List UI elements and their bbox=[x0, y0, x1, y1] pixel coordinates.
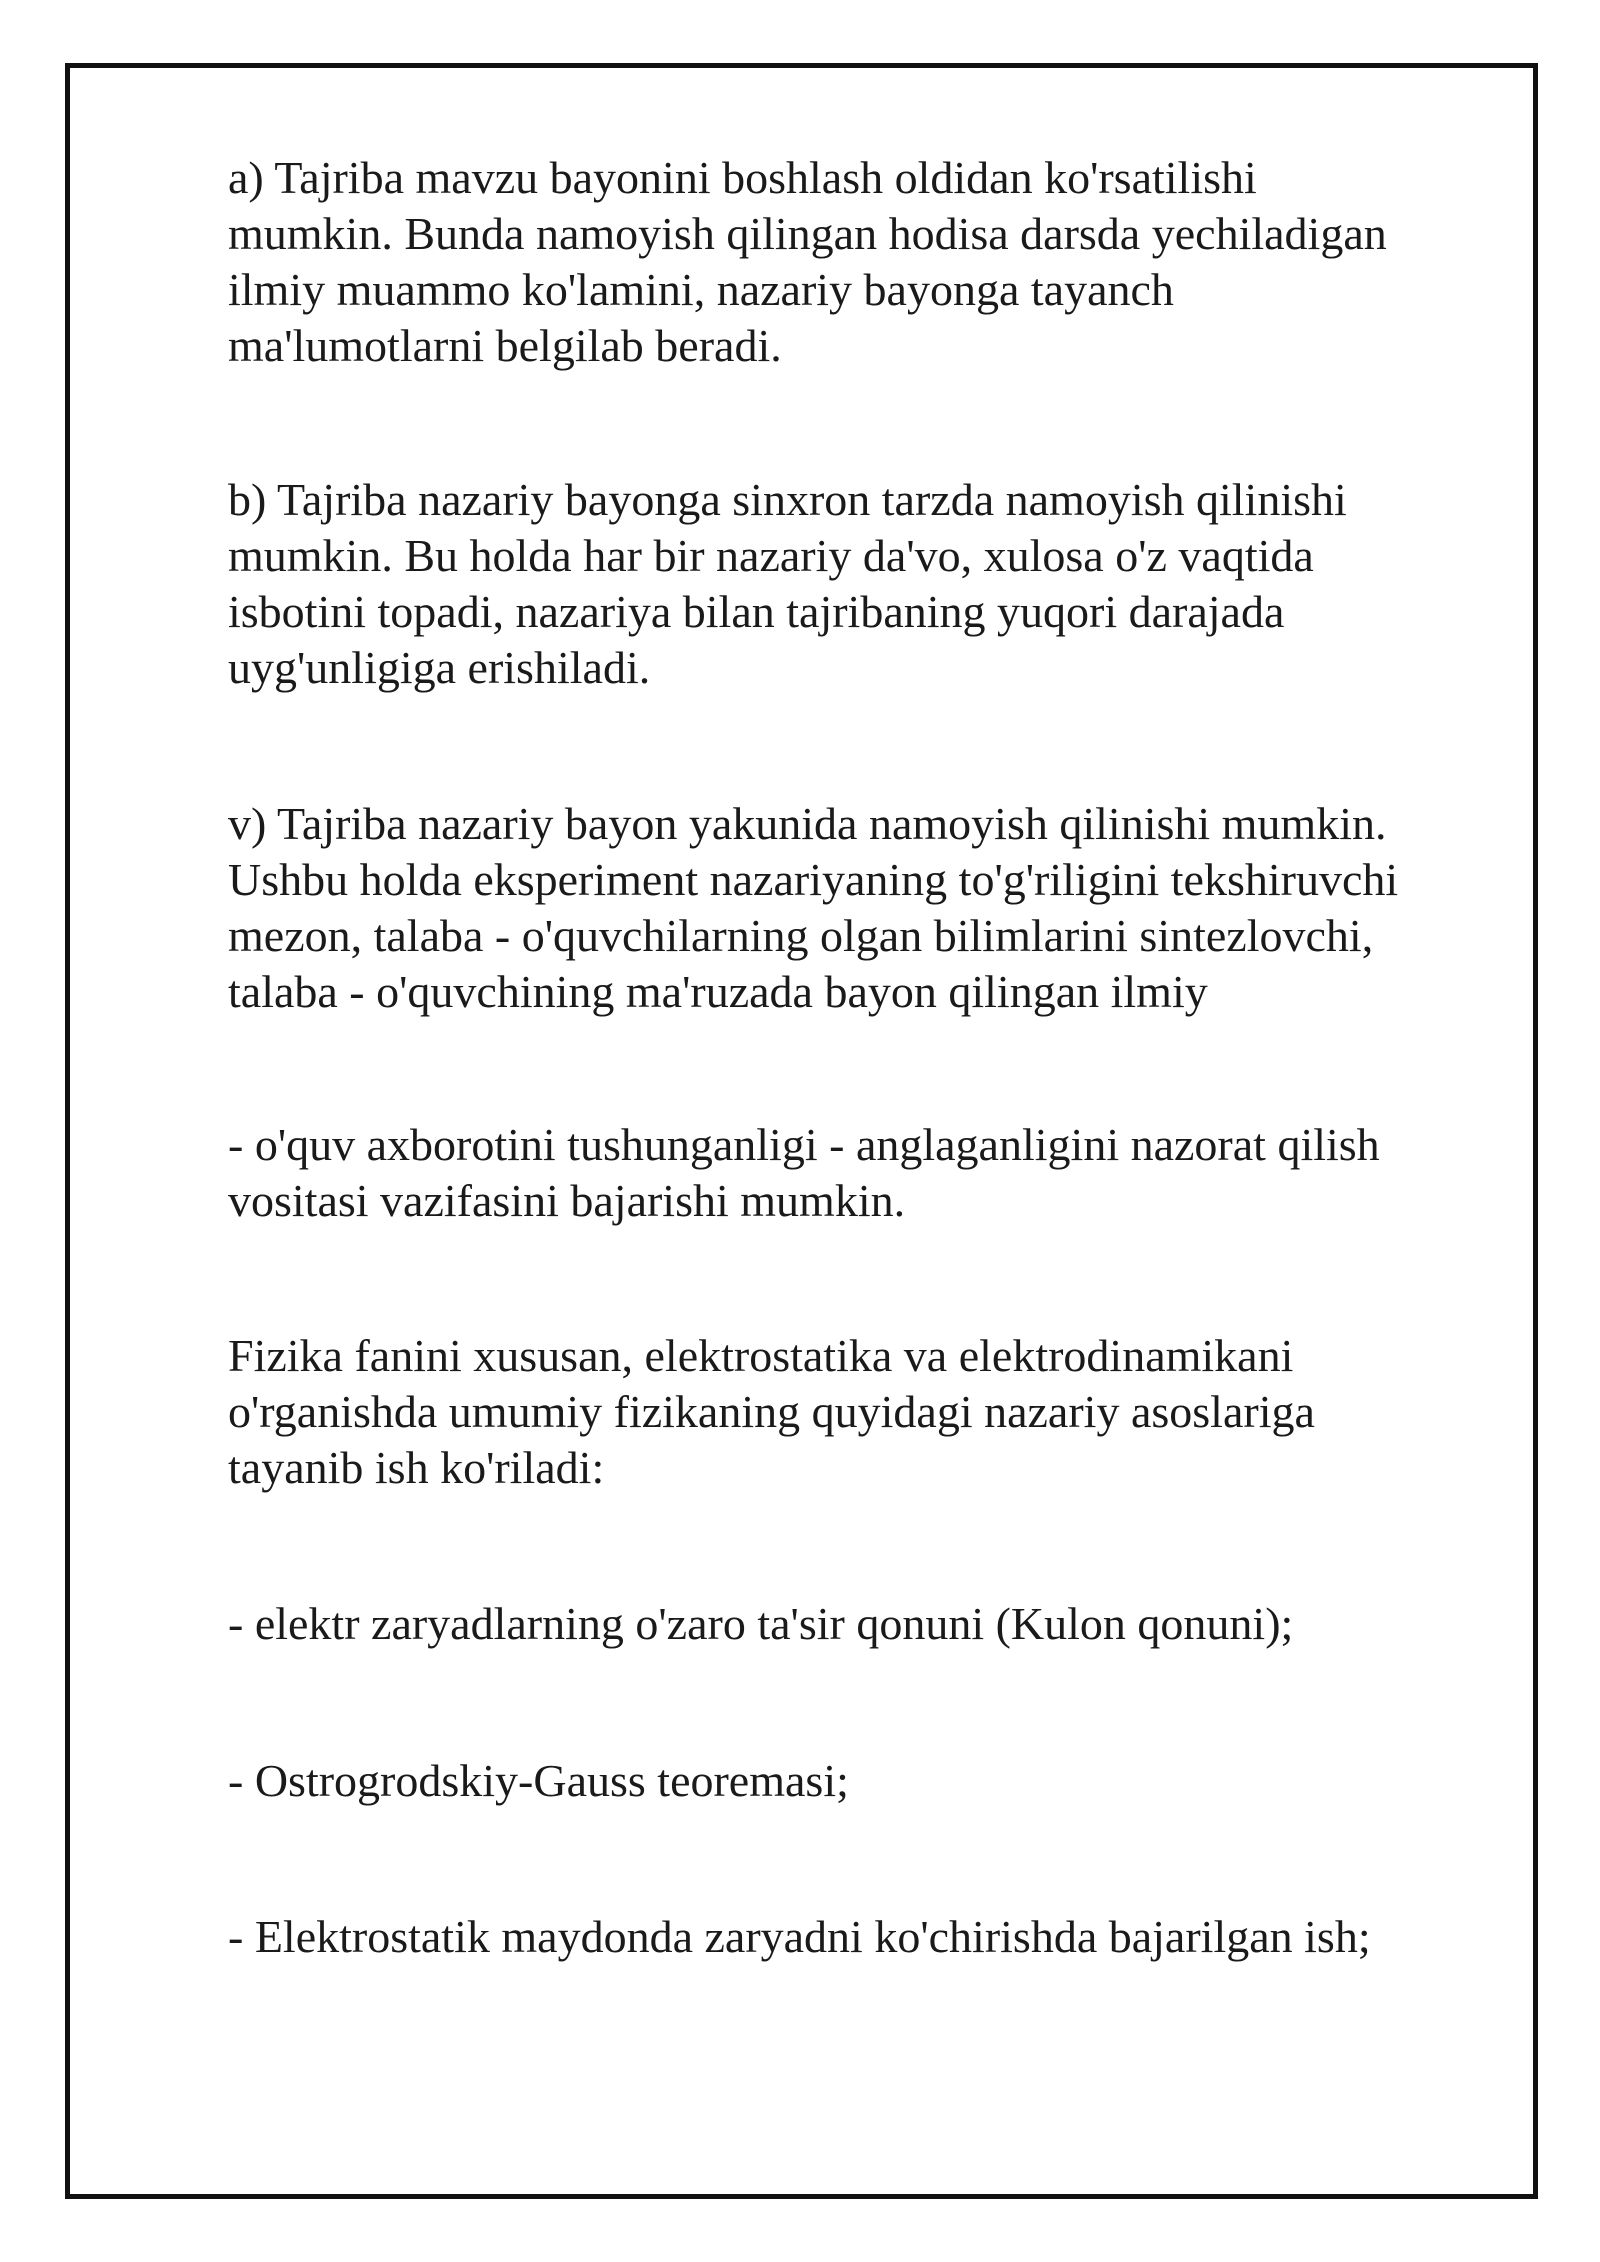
paragraph-a-experiment-before: a) Tajriba mavzu bayonini boshlash oldidan ko'rsatilishi mumkin. Bunda namoyish qilingan hodisa darsda yechiladigan ilmiy muammo ko'lamini, nazariy bayonga tayanch ma'lumotlarni belgilab beradi. bbox=[228, 152, 1387, 371]
paragraph-physics-foundations: Fizika fanini xususan, elektrostatika va elektrodinamikani o'rganishda umumiy fizikaning quyidagi nazariy asoslariga tayanib ish ko'riladi: bbox=[228, 1330, 1315, 1493]
paragraph-b-experiment-synchronous: b) Tajriba nazariy bayonga sinxron tarzda namoyish qilinishi mumkin. Bu holda har bir nazariy da'vo, xulosa o'z vaqtida isbotini topadi, nazariya bilan tajribaning yuqori darajada uyg'unligiga erishiladi. bbox=[228, 474, 1347, 693]
paragraph-control-function: - o'quv axborotini tushunganligi - anglaganligini nazorat qilish vositasi vazifasini bajarishi mumkin. bbox=[228, 1119, 1380, 1226]
list-item-gauss-theorem: - Ostrogrodskiy-Gauss teoremasi; bbox=[228, 1755, 849, 1806]
list-item-coulomb-law: - elektr zaryadlarning o'zaro ta'sir qonuni (Kulon qonuni); bbox=[228, 1598, 1294, 1649]
paragraph-v-experiment-after: v) Tajriba nazariy bayon yakunida namoyish qilinishi mumkin. Ushbu holda eksperiment nazariyaning to'g'riligini tekshiruvchi mezon, talaba - o'quvchilarning olgan bilimlarini sintezlovchi, talaba - o'quvchining ma'ruzada bayon qilingan ilmiy bbox=[228, 798, 1399, 1017]
list-item-electrostatic-work: - Elektrostatik maydonda zaryadni ko'chirishda bajarilgan ish; bbox=[228, 1911, 1371, 1962]
